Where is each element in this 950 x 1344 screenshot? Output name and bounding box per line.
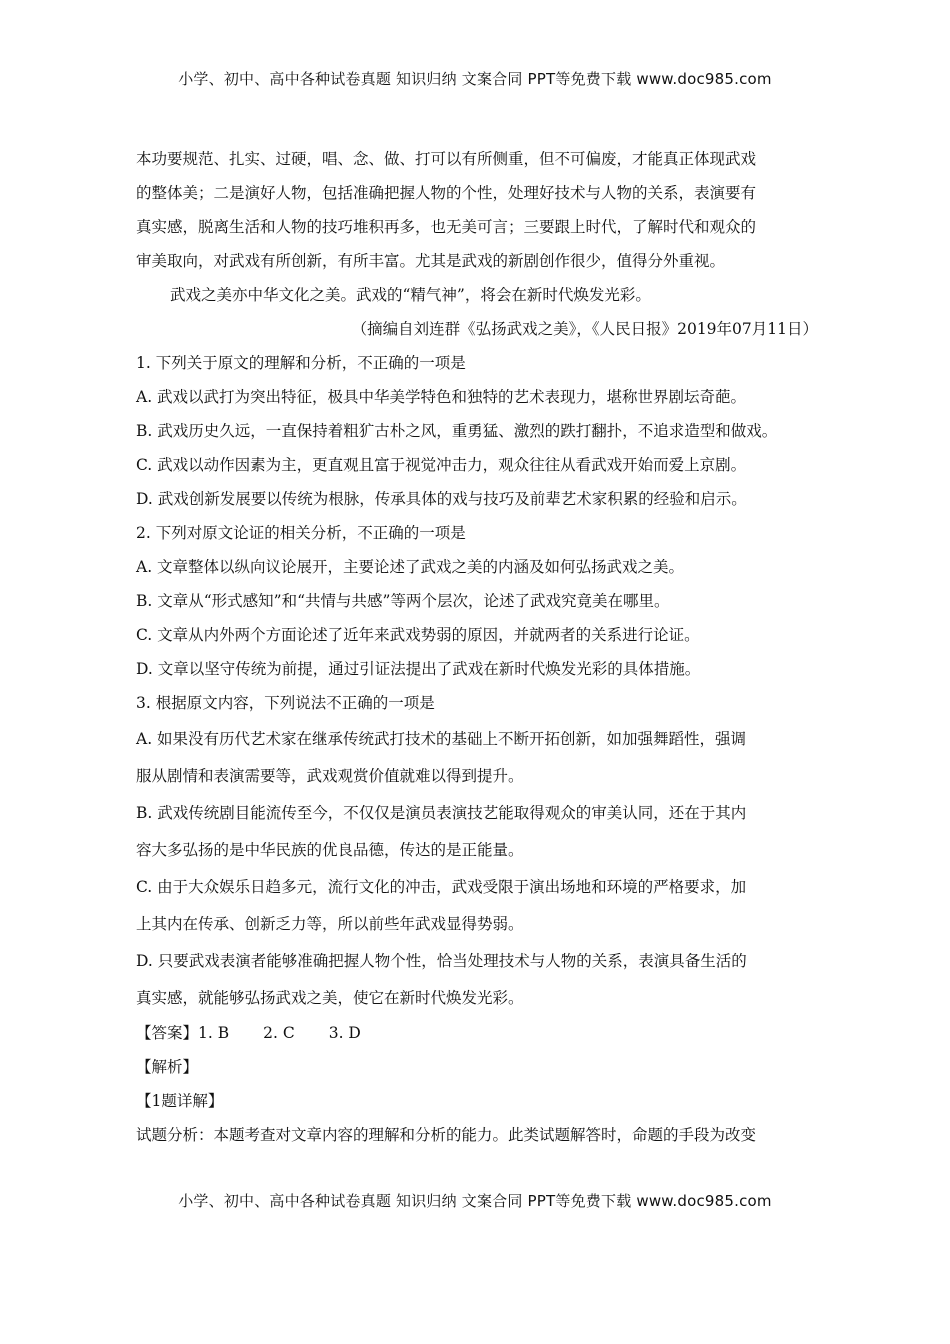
question-stem: 1. 下列关于原文的理解和分析，不正确的一项是 [136, 354, 466, 372]
question-stem: 3. 根据原文内容，下列说法不正确的一项是 [136, 694, 435, 712]
question-option-continued: 服从剧情和表演需要等，武戏观赏价值就难以得到提升。 [136, 767, 524, 785]
question-option: D. 只要武戏表演者能够准确把握人物个性，恰当处理技术与人物的关系，表演具备生活的 [136, 952, 747, 970]
body-line: 本功要规范、扎实、过硬，唱、念、做、打可以有所侧重，但不可偏废，才能真正体现武戏 [136, 150, 757, 168]
page-header: 小学、初中、高中各种试卷真题 知识归纳 文案合同 PPT等免费下载 www.doc985.com [178, 70, 772, 88]
body-line: 真实感，脱离生活和人物的技巧堆积再多，也无美可言；三要跟上时代，了解时代和观众的 [136, 218, 757, 236]
question-option-continued: 上其内在传承、创新乏力等，所以前些年武戏显得势弱。 [136, 915, 524, 933]
question-option-continued: 容大多弘扬的是中华民族的优良品德，传达的是正能量。 [136, 841, 524, 859]
detail-label: 【1题详解】 [136, 1092, 224, 1110]
question-option: B. 武戏历史久远，一直保持着粗犷古朴之风，重勇猛、激烈的跌打翻扑，不追求造型和做戏。 [136, 422, 778, 440]
question-option: C. 武戏以动作因素为主，更直观且富于视觉冲击力，观众往往从看武戏开始而爱上京剧。 [136, 456, 747, 474]
body-line: 审美取向，对武戏有所创新，有所丰富。尤其是武戏的新剧创作很少，值得分外重视。 [136, 252, 726, 270]
question-option: B. 文章从“形式感知”和“共情与共感”等两个层次，论述了武戏究竟美在哪里。 [136, 592, 670, 610]
question-option: C. 文章从内外两个方面论述了近年来武戏势弱的原因，并就两者的关系进行论证。 [136, 626, 700, 644]
document-body [136, 142, 818, 1152]
question-option: B. 武戏传统剧目能流传至今，不仅仅是演员表演技艺能取得观众的审美认同，还在于其内 [136, 804, 747, 822]
detail-text: 试题分析：本题考查对文章内容的理解和分析的能力。此类试题解答时，命题的手段为改变 [136, 1126, 757, 1144]
answer-line [136, 1016, 818, 1050]
question-stem: 2. 下列对原文论证的相关分析，不正确的一项是 [136, 524, 466, 542]
source-citation: （摘编自刘连群《弘扬武戏之美》，《人民日报》2019年07月11日） [351, 320, 818, 338]
analysis-label: 【解析】 [136, 1058, 199, 1076]
question-option: C. 由于大众娱乐日趋多元，流行文化的冲击，武戏受限于演出场地和环境的严格要求，加 [136, 878, 747, 896]
question-option: A. 如果没有历代艺术家在继承传统武打技术的基础上不断开拓创新，如加强舞蹈性，强调 [136, 730, 747, 748]
question-option: D. 文章以坚守传统为前提，通过引证法提出了武戏在新时代焕发光彩的具体措施。 [136, 660, 701, 678]
question-option: A. 文章整体以纵向议论展开，主要论述了武戏之美的内涵及如何弘扬武戏之美。 [136, 558, 685, 576]
question-option: D. 武戏创新发展要以传统为根脉，传承具体的戏与技巧及前辈艺术家积累的经验和启示。 [136, 490, 747, 508]
answer-item: 3. D [328, 1024, 361, 1042]
question-option: A. 武戏以武打为突出特征，极具中华美学特色和独特的艺术表现力，堪称世界剧坛奇葩。 [136, 388, 747, 406]
answer-item: 1. B [198, 1024, 230, 1042]
body-line: 的整体美；二是演好人物，包括准确把握人物的个性，处理好技术与人物的关系，表演要有 [136, 184, 757, 202]
page-footer: 小学、初中、高中各种试卷真题 知识归纳 文案合同 PPT等免费下载 www.doc985.com [178, 1192, 772, 1210]
answer-label: 【答案】 [136, 1024, 199, 1042]
answer-item: 2. C [263, 1024, 295, 1042]
body-paragraph: 武戏之美亦中华文化之美。武戏的“精气神”，将会在新时代焕发光彩。 [170, 286, 651, 304]
question-option-continued: 真实感，就能够弘扬武戏之美，使它在新时代焕发光彩。 [136, 989, 524, 1007]
